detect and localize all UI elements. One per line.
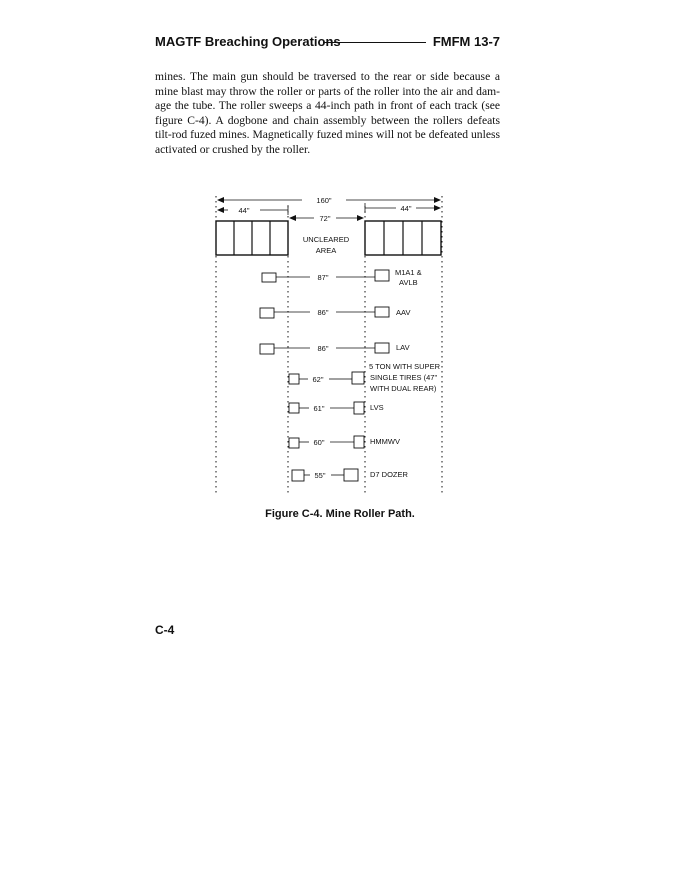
left-track [289,403,299,413]
right-track [352,372,364,384]
left-track [262,273,276,282]
track-width-label: 87" [317,273,329,282]
vehicle-label: AVLB [399,278,418,287]
vehicle-label: HMMWV [370,437,400,446]
right-track [354,402,364,414]
track-width-label: 62" [312,375,324,384]
mine-roller-path-diagram [210,188,450,500]
body-line: activated or crushed by the roller. [155,142,311,156]
right-track [375,343,389,353]
vehicle-row-hmmwv [289,436,400,448]
left-path-label: 44" [238,206,250,215]
uncleared-area-label-2: AREA [315,246,337,255]
body-line: mine blast may throw the roller or parts of the roller into the air and dam- [155,84,500,98]
track-width-label: 55" [314,471,326,480]
body-line: mines. The main gun should be traversed to the rear or side because a [155,70,500,83]
vehicle-label: D7 DOZER [370,470,408,479]
track-width-label: 60" [313,438,325,447]
vehicle-row-aav [260,307,410,318]
left-track [260,308,274,318]
left-track [260,344,274,354]
body-line: tilt-rod fuzed mines. Magnetically fuzed mines will not be defeated unless [155,128,500,142]
vehicle-label: LAV [396,343,410,352]
running-header [155,34,500,52]
vehicle-row-m1a1 [262,268,422,287]
body-line: age the tube. The roller sweeps a 44-inch path in front of each track (see [155,99,500,113]
right-track [344,469,358,481]
right-track [375,307,389,317]
vehicle-label: LVS [370,403,384,412]
vehicle-label: M1A1 & [395,268,422,277]
header-rule [323,42,426,43]
figure-caption: Figure C-4. Mine Roller Path. [265,508,415,520]
vehicle-label: AAV [396,308,411,317]
vehicle-row-lvs [289,402,384,414]
vehicle-label: SINGLE TIRES (47" [370,373,438,382]
body-line: figure C-4). A dogbone and chain assembly between the rollers defeats [155,113,500,127]
uncleared-area-label-1: UNCLEARED [302,235,350,244]
vehicle-label: 5 TON WITH SUPER [369,362,440,371]
body-paragraph [155,70,500,158]
vehicle-label: WITH DUAL REAR) [370,384,437,393]
right-track [375,270,389,281]
left-track [289,438,299,448]
track-width-label: 61" [313,404,325,413]
center-gap-label: 72" [319,214,331,223]
right-track [354,436,364,448]
track-width-label: 86" [317,344,329,353]
total-width-label: 160" [316,196,332,205]
header-title: MAGTF Breaching Operations [155,34,341,49]
page-number: C-4 [155,623,175,637]
track-width-label: 86" [317,308,329,317]
left-track [289,374,299,384]
vehicle-row-lav [260,343,410,354]
left-track [292,470,304,481]
header-doc-number: FMFM 13-7 [432,34,500,49]
vehicle-row-d7-dozer [292,469,409,481]
right-path-label: 44" [400,204,412,213]
